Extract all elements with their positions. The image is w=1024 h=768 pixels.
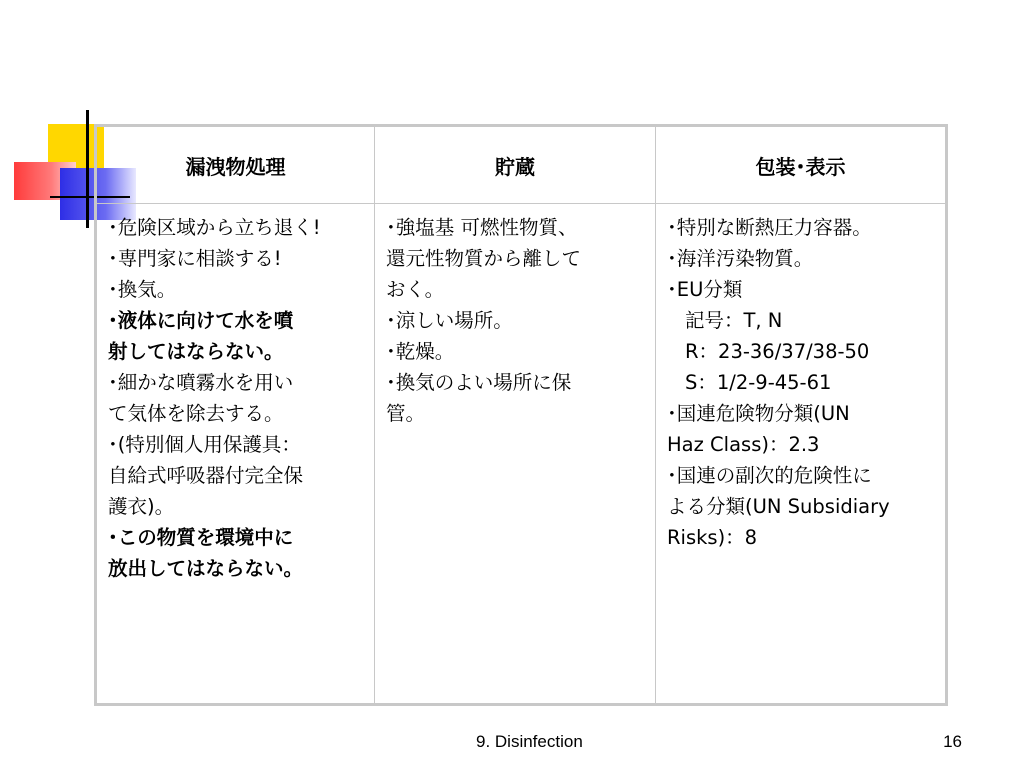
header-storage: 貯蔵	[375, 127, 656, 204]
cell-text-line: おく。	[386, 278, 445, 301]
cell-text-line: ･強塩基 可燃性物質、	[386, 216, 578, 239]
header-spill-handling: 漏洩物処理	[97, 127, 375, 204]
cell-packaging-labeling	[656, 204, 946, 704]
cell-text-line: ･危険区域から立ち退く!	[108, 216, 321, 239]
cell-text-line: Risks)：8	[667, 526, 758, 549]
cell-text-line: ･この物質を環境中に	[108, 526, 294, 549]
cell-text-line: ･国連危険物分類(UN	[667, 402, 850, 425]
cell-text-line: 放出してはならない。	[108, 557, 304, 580]
header-packaging-labeling: 包装･表示	[656, 127, 946, 204]
footer-title: 9. Disinfection	[476, 732, 583, 751]
cell-text-line: ･涼しい場所。	[386, 309, 513, 332]
cell-text-line: ･換気のよい場所に保	[386, 371, 572, 394]
cell-text-line: Haz Class)：2.3	[667, 433, 820, 456]
cell-text-line: ･特別な断熱圧力容器。	[667, 216, 872, 239]
cell-text-line: ･EU分類	[667, 278, 743, 301]
cell-text-line: ･(特別個人用保護具：	[108, 433, 301, 456]
cell-text-line: ･海洋汚染物質。	[667, 247, 814, 270]
decor-vertical-line	[86, 110, 89, 228]
cell-text-line: て気体を除去する。	[108, 402, 284, 425]
cell-text-line: ･細かな噴霧水を用い	[108, 371, 294, 394]
cell-spill-handling	[97, 204, 375, 704]
info-table	[94, 124, 948, 706]
cell-text-line: 記号：T, N	[685, 309, 783, 332]
cell-text-line: ･乾燥。	[386, 340, 455, 363]
cell-text-line: R：23-36/37/38-50	[685, 340, 870, 363]
cell-text-line: ･液体に向けて水を噴	[108, 309, 294, 332]
cell-storage	[375, 204, 656, 704]
table-header-row	[97, 127, 946, 204]
cell-text-line: よる分類(UN Subsidiary	[667, 495, 890, 518]
cell-text-line: 還元性物質から離して	[386, 247, 582, 270]
cell-text-line: 管。	[386, 402, 426, 425]
cell-text-line: 護衣)。	[108, 495, 175, 518]
cell-text-line: S：1/2-9-45-61	[685, 371, 832, 394]
page-number: 16	[943, 732, 962, 751]
table-body-row	[97, 204, 946, 704]
cell-text-line: ･換気。	[108, 278, 177, 301]
cell-text-line: 自給式呼吸器付完全保	[108, 464, 304, 487]
cell-text-line: 射してはならない。	[108, 340, 284, 363]
cell-text-line: ･国連の副次的危険性に	[667, 464, 872, 487]
cell-text-line: ･専門家に相談する!	[108, 247, 282, 270]
